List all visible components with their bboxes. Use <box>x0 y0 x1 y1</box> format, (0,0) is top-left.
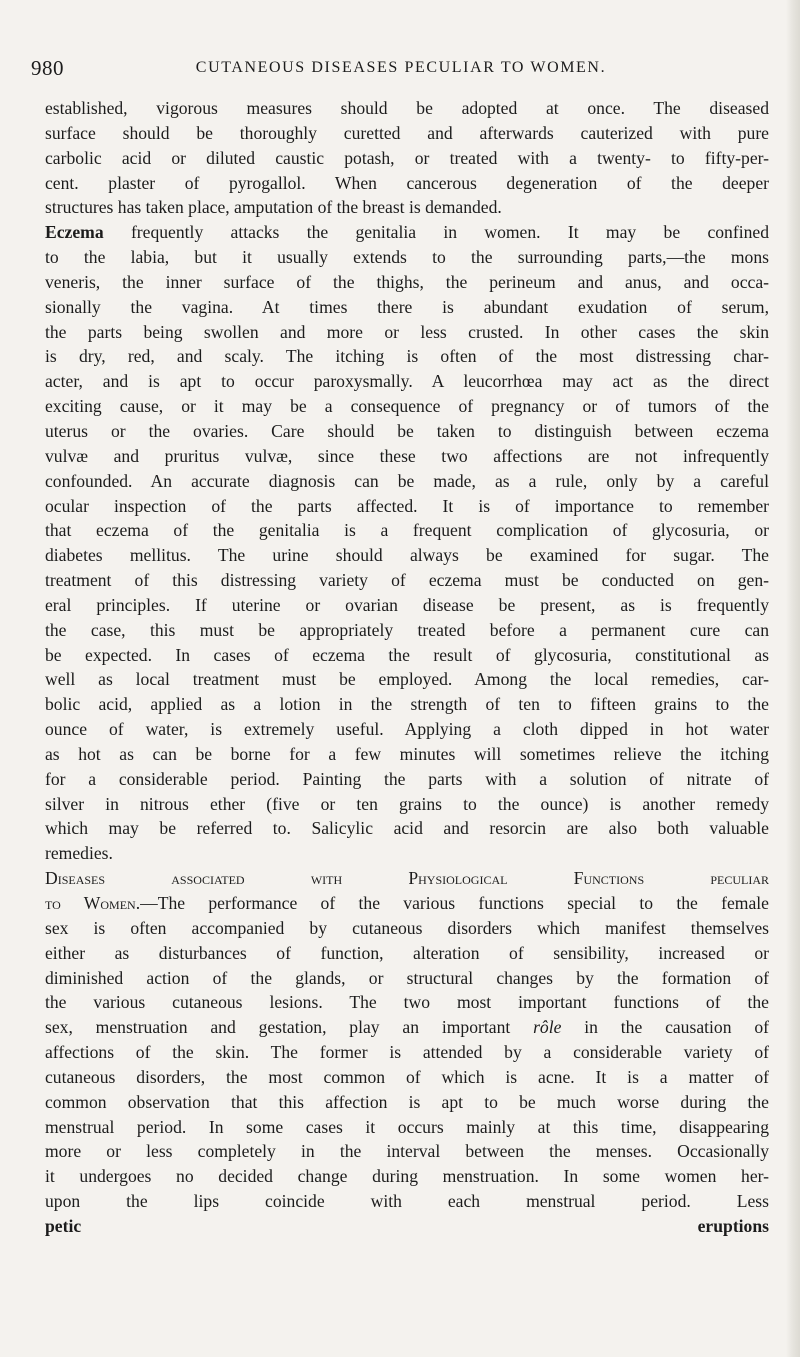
text-line: vulvæ and pruritus vulvæ, since these two affections are not infrequently <box>45 445 769 466</box>
text-line: bolic acid, applied as a lotion in the strength of ten to fifteen grains to the <box>45 694 769 715</box>
text-line-eczema <box>45 220 769 245</box>
text-line: ounce of water, is extremely useful. Applying a cloth dipped in hot water <box>45 719 769 740</box>
section-heading <box>45 866 769 891</box>
text-line: well as local treatment must be employed. Among the local remedies, car- <box>45 669 769 690</box>
text-line: affections of the skin. The former is attended by a considerable variety of <box>45 1042 769 1063</box>
text-line: ocular inspection of the parts affected. It is of importance to remember <box>45 495 769 516</box>
text-line: uterus or the ovaries. Care should be taken to distinguish between eczema <box>45 420 769 441</box>
text-line: as hot as can be borne for a few minutes will sometimes relieve the itching <box>45 743 769 764</box>
text-line: be expected. In cases of eczema the result of glycosuria, constitutional as <box>45 644 769 665</box>
page-number: 980 <box>31 56 64 80</box>
text-line: eral principles. If uterine or ovarian disease be present, as is frequently <box>45 594 769 615</box>
text-line: treatment of this distressing variety of eczema must be conducted on gen- <box>45 570 769 591</box>
herpetic-eruptions-heading: petic eruptions <box>45 1215 769 1236</box>
text-line: is dry, red, and scaly. The itching is often of the most distressing char- <box>45 346 769 367</box>
text-line: cent. plaster of pyrogallol. When cancerous degeneration of the deeper <box>45 172 769 193</box>
text-segment: in the causation of <box>584 1017 769 1038</box>
text-line: more or less completely in the interval between the menses. Occasionally <box>45 1141 769 1162</box>
text-line: the various cutaneous lesions. The two most important functions of the <box>45 992 769 1013</box>
running-title: CUTANEOUS DISEASES PECULIAR TO WOMEN. <box>195 59 607 76</box>
text-line: which may be referred to. Salicylic acid and resorcin are also both valuable <box>45 818 769 839</box>
text-line: that eczema of the genitalia is a frequent complication of glycosuria, or <box>45 520 769 541</box>
text-line: sionally the vagina. At times there is abundant exudation of serum, <box>45 296 769 317</box>
text-line: it undergoes no decided change during menstruation. In some women her- <box>45 1166 769 1187</box>
text-line: the case, this must be appropriately treated before a permanent cure can <box>45 619 769 640</box>
text-line: exciting cause, or it may be a consequence of pregnancy or of tumors of the <box>45 396 769 417</box>
text-line: established, vigorous measures should be adopted at once. The diseased <box>45 98 769 118</box>
page-edge-shadow <box>786 0 800 1357</box>
text-line: silver in nitrous ether (five or ten grains to the ounce) is another remedy <box>45 793 769 814</box>
text-line: upon the lips coincide with each menstrual period. Less <box>45 1191 769 1212</box>
text-line-section-start <box>45 891 769 916</box>
text-line: confounded. An accurate diagnosis can be made, as a rule, only by a careful <box>45 470 769 491</box>
text-line: either as disturbances of function, alteration of sensibility, increased or <box>45 942 769 963</box>
text-line: sex is often accompanied by cutaneous disorders which manifest themselves <box>45 917 769 938</box>
text-segment: —The performance of the various functions special to the female <box>140 893 769 913</box>
eczema-heading: Eczema <box>45 222 104 243</box>
text-line: the parts being swollen and more or less crusted. In other cases the skin <box>45 321 769 342</box>
text-line: carbolic acid or diluted caustic potash, or treated with a twenty- to fifty-per- <box>45 147 769 168</box>
text-line: acter, and is apt to occur paroxysmally. A leucorrhœa may act as the direct <box>45 371 769 392</box>
text-line-herpetic <box>45 1214 769 1239</box>
running-head <box>31 56 771 82</box>
section-heading-text: Diseases associated with Physiological Functions peculiar <box>45 868 769 889</box>
text-line: veneris, the inner surface of the thighs, the perineum and anus, and occa- <box>45 271 769 292</box>
text-line: diabetes mellitus. The urine should always be examined for sugar. The <box>45 545 769 566</box>
text-line: remedies. <box>45 843 113 864</box>
body-text <box>45 96 769 1239</box>
role-word: rôle <box>533 1017 562 1038</box>
text-line: common observation that this affection is apt to be much worse during the <box>45 1091 769 1112</box>
text-line: surface should be thoroughly curetted and afterwards cauterized with pure <box>45 122 769 143</box>
text-line: diminished action of the glands, or structural changes by the formation of <box>45 967 769 988</box>
text-line: cutaneous disorders, the most common of which is acne. It is a matter of <box>45 1066 769 1087</box>
text-line: structures has taken place, amputation of the breast is demanded. <box>45 197 502 218</box>
text-line: for a considerable period. Painting the parts with a solution of nitrate of <box>45 768 769 789</box>
text-segment: frequently attacks the genitalia in women. It may be confined <box>130 222 769 243</box>
text-segment: sex, menstruation and gestation, play an important <box>45 1017 511 1038</box>
section-heading-text-cont: to Women. <box>45 893 141 913</box>
text-line-role <box>45 1015 769 1040</box>
text-line: to the labia, but it usually extends to the surrounding parts,—the mons <box>45 247 769 268</box>
text-line: menstrual period. In some cases it occurs mainly at this time, disappearing <box>45 1116 769 1137</box>
